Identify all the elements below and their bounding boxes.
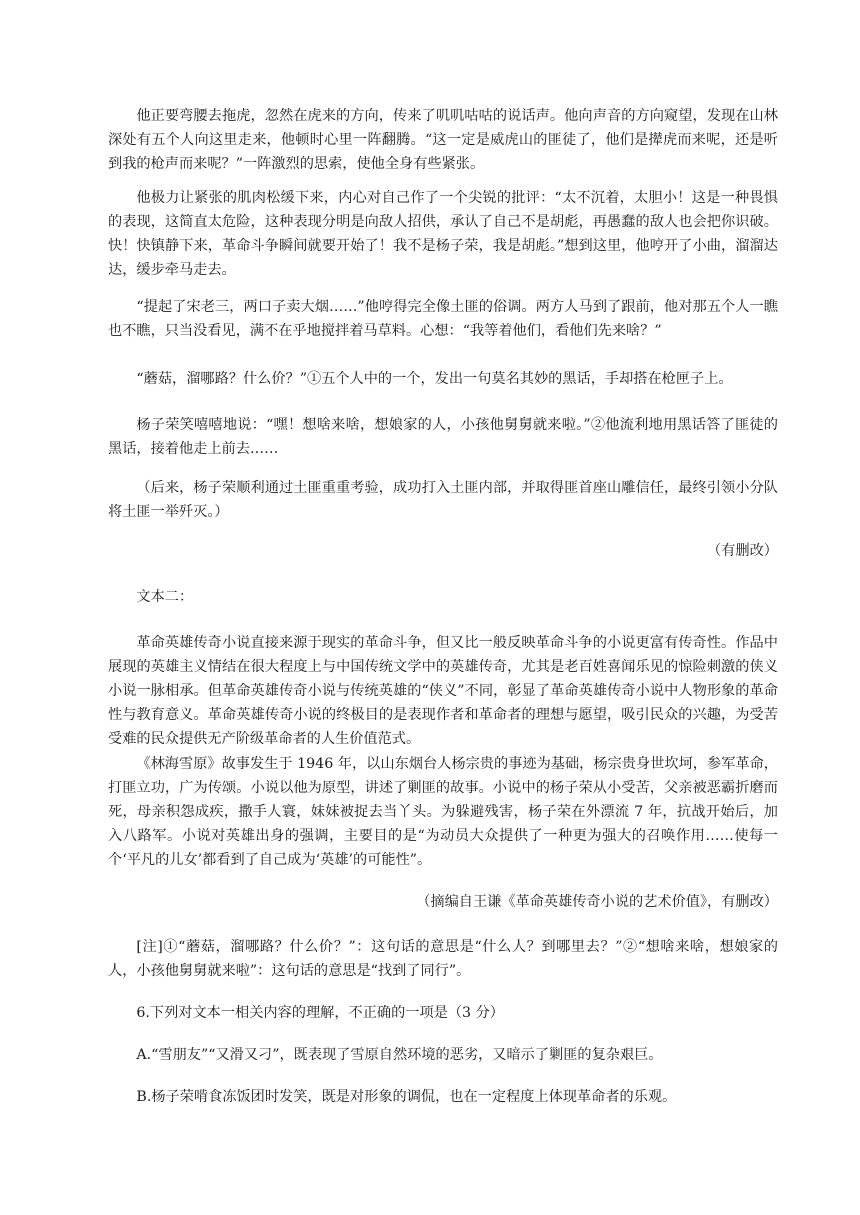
paragraph-afterword: （后来，杨子荣顺利通过土匪重重考验，成功打入土匪内部，并取得匪首座山雕信任，最终引领小分队将土匪一举歼灭。） (108, 480, 778, 520)
paragraph-linhai-xueyuan: 《林海雪原》故事发生于 1946 年，以山东烟台人杨宗贵的事迹为基础，杨宗贵身世坎坷，参军革命，打匪立功，广为传颂。小说以他为原型，讲述了剿匪的故事。小说中的杨子荣从小受苦，父亲被恶霸折磨而死，母亲积怨成疾，撒手人寰，妹妹被捉去当丫头。为躲避残害，杨子荣在外漂流 7 年，抗战开始后，加入八路军。小说对英雄出身的强调，主要目的是“为动员大众提供了一种更为强大的召唤作用……使每一个‘平凡的儿女’都看到了自己成为‘英雄’的可能性”。 (108, 756, 778, 868)
paragraph-jargon-answer: 杨子荣笑嘻嘻地说：“嘿！想啥来啥，想娘家的人，小孩他舅舅就来啦。”②他流利地用黑话答了匪徒的黑话，接着他走上前去…… (108, 417, 778, 457)
question-6: 6.下列对文本一相关内容的理解，不正确的一项是（3 分） (136, 1005, 504, 1021)
paragraph-song: “提起了宋老三，两口子卖大烟……”他哼得完全像土匪的俗调。两方人马到了跟前，他对那五个人一瞧也不瞧，只当没看见，满不在乎地搅拌着马草料。心想：“我等着他们，看他们先来啥？” (108, 299, 778, 339)
paragraph-legend-novel: 革命英雄传奇小说直接来源于现实的革命斗争，但又比一般反映革命斗争的小说更富有传奇性。作品中展现的英雄主义情结在很大程度上与中国传统文学中的英雄传奇，尤其是老百姓喜闻乐见的惊险刺激的侠义小说一脉相承。但革命英雄传奇小说与传统英雄的“侠义”不同，彰显了革命英雄传奇小说中人物形象的革命性与教育意义。革命英雄传奇小说的终极目的是表现作者和革命者的理想与愿望，吸引民众的兴趣，为受苦受难的民众提供无产阶级革命者的人生价值范式。 (108, 635, 778, 747)
option-b: B.杨子荣啃食冻饭团时发笑，既是对形象的调侃，也在一定程度上体现革命者的乐观。 (136, 1089, 677, 1105)
paragraph-self-criticism: 他极力让紧张的肌肉松缓下来，内心对自己作了一个尖锐的批评：“太不沉着，太胆小！这是一种畏惧的表现，这简直太危险，这种表现分明是向敌人招供，承认了自己不是胡彪，再愚蠢的敌人也会把你识破。快！快镇静下来，革命斗争瞬间就要开始了！我不是杨子荣，我是胡彪。”想到这里，他哼开了小曲，溜溜达达，缓步牵马走去。 (108, 190, 778, 278)
paragraph-tiger: 他正要弯腰去拖虎，忽然在虎来的方向，传来了叽叽咕咕的说话声。他向声音的方向窥望，发现在山林深处有五个人向这里走来，他顿时心里一阵翻腾。“这一定是威虎山的匪徒了，他们是撵虎而来呢，还是听到我的枪声而来呢？”一阵激烈的思索，使他全身有些紧张。 (108, 108, 778, 172)
section-heading-text2: 文本二： (136, 589, 194, 605)
annotation-note: [注]①“蘑菇，溜哪路？什么价？”：这句话的意思是“什么人？到哪里去？”②“想啥来啥，想娘家的人，小孩他舅舅就来啦”：这句话的意思是“找到了同行”。 (108, 939, 778, 979)
source-note-1: （有删改） (707, 543, 778, 559)
paragraph-jargon-question: “蘑菇，溜哪路？什么价？”①五个人中的一个，发出一句莫名其妙的黑话，手却搭在枪匣子上。 (136, 371, 733, 387)
source-note-2: （摘编自王谦《革命英雄传奇小说的艺术价值》，有删改） (416, 894, 778, 910)
option-a: A.“雪朋友”“又滑又刁”，既表现了雪原自然环境的恶劣，又暗示了剿匪的复杂艰巨。 (136, 1047, 663, 1063)
